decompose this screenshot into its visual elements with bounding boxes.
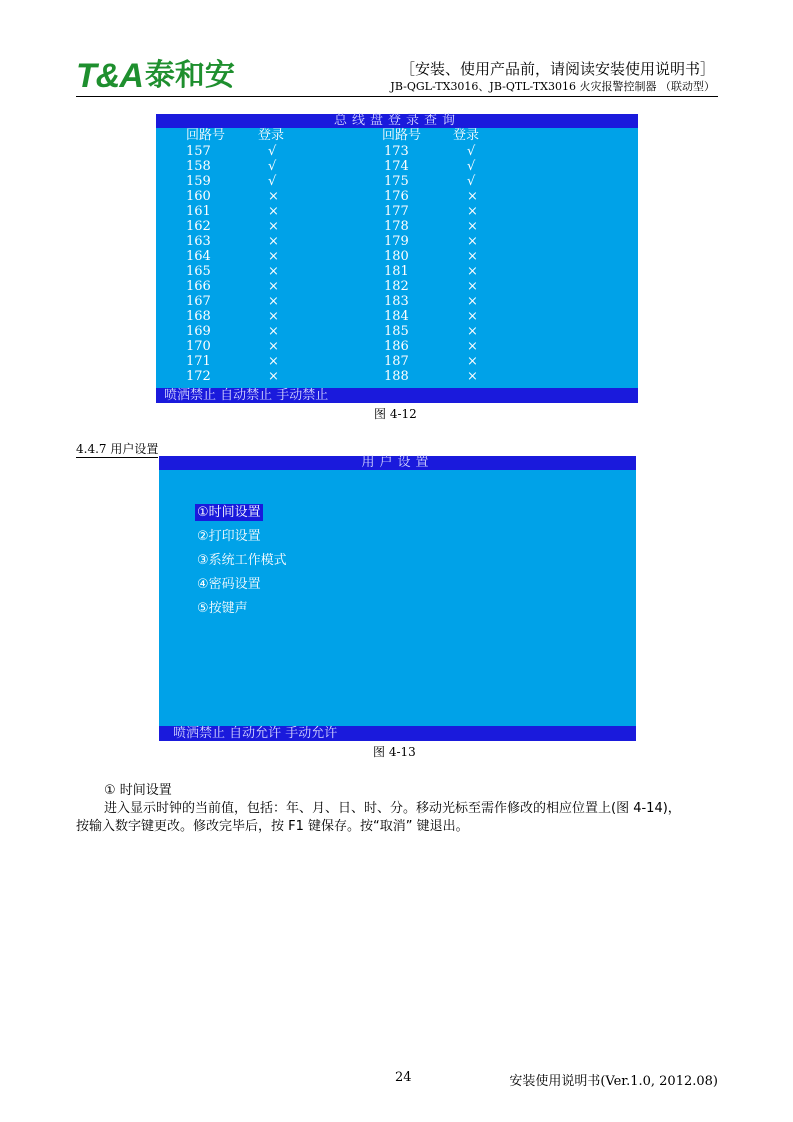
loop-number: 181 <box>384 264 409 279</box>
loop-number: 169 <box>186 324 211 339</box>
loop-number: 171 <box>186 354 211 369</box>
login-status: × <box>268 249 279 264</box>
loop-number: 180 <box>384 249 409 264</box>
column-header-login: 登录 <box>258 128 285 143</box>
header-title: ［安装、使用产品前，请阅读安装使用说明书］ <box>399 60 715 78</box>
loop-number: 188 <box>384 369 409 384</box>
manual-version: 安装使用说明书(Ver.1.0, 2012.08) <box>509 1074 718 1089</box>
status-bar: 喷洒禁止 自动禁止 手动禁止 <box>156 388 638 403</box>
login-status: × <box>467 354 478 369</box>
login-status: × <box>467 279 478 294</box>
section-heading: 4.4.7 用户设置 <box>76 442 159 456</box>
status-bar: 喷洒禁止 自动允许 手动允许 <box>159 726 636 741</box>
login-status: √ <box>467 174 476 189</box>
login-status: × <box>467 219 478 234</box>
login-status: √ <box>268 174 277 189</box>
loop-number: 158 <box>186 159 211 174</box>
loop-number: 161 <box>186 204 211 219</box>
loop-number: 167 <box>186 294 211 309</box>
login-status: × <box>268 279 279 294</box>
loop-number: 168 <box>186 309 211 324</box>
loop-number: 174 <box>384 159 409 174</box>
login-status: × <box>268 294 279 309</box>
login-status: × <box>467 204 478 219</box>
login-status: × <box>268 309 279 324</box>
login-status: √ <box>268 159 277 174</box>
login-status: × <box>268 219 279 234</box>
login-status: × <box>268 369 279 384</box>
login-status: × <box>268 189 279 204</box>
loop-number: 186 <box>384 339 409 354</box>
loop-number: 173 <box>384 144 409 159</box>
item-heading: ① 时间设置 <box>104 783 172 798</box>
loop-number: 162 <box>186 219 211 234</box>
header-divider <box>76 96 718 97</box>
login-status: × <box>467 369 478 384</box>
loop-number: 175 <box>384 174 409 189</box>
figure-caption: 图 4-12 <box>374 407 417 421</box>
login-status: × <box>268 354 279 369</box>
screen-title-bar: 用户设置 <box>159 456 636 470</box>
screen-title-bar: 总线盘登录查询 <box>156 114 638 128</box>
paragraph-line: 按输入数字键更改。修改完毕后，按 F1 键保存。按“取消” 键退出。 <box>76 819 469 834</box>
loop-number: 172 <box>186 369 211 384</box>
user-settings-screen <box>159 456 636 741</box>
login-status: × <box>467 309 478 324</box>
logo-company-name: 泰和安 <box>144 58 235 93</box>
loop-number: 178 <box>384 219 409 234</box>
loop-number: 185 <box>384 324 409 339</box>
loop-number: 183 <box>384 294 409 309</box>
page-number: 24 <box>395 1070 412 1085</box>
bus-panel-login-screen <box>156 114 638 403</box>
loop-number: 182 <box>384 279 409 294</box>
loop-number: 187 <box>384 354 409 369</box>
menu-item-print-settings[interactable]: ②打印设置 <box>197 529 261 544</box>
menu-item-key-sound[interactable]: ⑤按键声 <box>197 601 248 616</box>
login-status: × <box>467 339 478 354</box>
login-status: × <box>268 339 279 354</box>
column-header-loop: 回路号 <box>186 128 226 143</box>
company-logo <box>76 56 235 96</box>
loop-number: 176 <box>384 189 409 204</box>
loop-number: 164 <box>186 249 211 264</box>
loop-number: 170 <box>186 339 211 354</box>
loop-number: 157 <box>186 144 211 159</box>
figure-caption: 图 4-13 <box>373 745 416 759</box>
loop-number: 165 <box>186 264 211 279</box>
login-status: × <box>467 234 478 249</box>
login-status: × <box>467 294 478 309</box>
menu-item-time-settings[interactable]: ①时间设置 <box>197 505 261 520</box>
column-header-login: 登录 <box>453 128 480 143</box>
menu-item-password-settings[interactable]: ④密码设置 <box>197 577 261 592</box>
login-status: × <box>467 249 478 264</box>
loop-number: 163 <box>186 234 211 249</box>
loop-number: 179 <box>384 234 409 249</box>
loop-number: 184 <box>384 309 409 324</box>
login-status: × <box>268 234 279 249</box>
login-status: × <box>467 264 478 279</box>
login-status: × <box>268 264 279 279</box>
paragraph-line: 进入显示时钟的当前值，包括：年、月、日、时、分。移动光标至需作修改的相应位置上(图 4-14)， <box>104 801 681 816</box>
header-subtitle: JB-QGL-TX3016、JB-QTL-TX3016 火灾报警控制器 （联动型） <box>390 80 715 93</box>
login-status: × <box>467 189 478 204</box>
loop-number: 160 <box>186 189 211 204</box>
loop-number: 166 <box>186 279 211 294</box>
login-status: √ <box>467 144 476 159</box>
logo-mark: T&A <box>76 57 143 95</box>
login-status: × <box>268 204 279 219</box>
column-header-loop: 回路号 <box>382 128 422 143</box>
login-status: × <box>268 324 279 339</box>
loop-number: 159 <box>186 174 211 189</box>
login-status: × <box>467 324 478 339</box>
login-status: √ <box>467 159 476 174</box>
loop-number: 177 <box>384 204 409 219</box>
login-status: √ <box>268 144 277 159</box>
menu-item-system-work-mode[interactable]: ③系统工作模式 <box>197 553 287 568</box>
